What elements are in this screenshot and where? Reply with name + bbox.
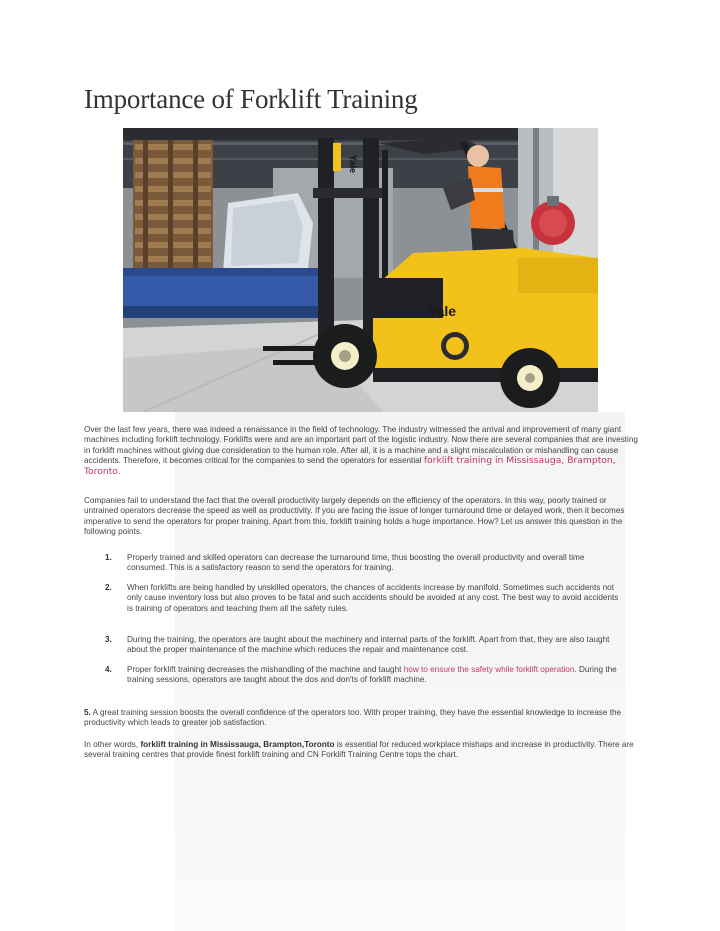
list-number: 4. [105,665,112,674]
safety-operation-link[interactable]: how to ensure the safety while forklift operation [403,665,575,674]
keyword-link-forklift-training[interactable]: forklift training in Mississauga, Brampton, Toronto [84,455,616,477]
list-number: 2. [105,583,112,592]
intro-paragraph [84,425,640,477]
list-number: 3. [105,635,112,644]
point-five-text: A great training session boosts the overall confidence of the operators too. With proper training, they have the essential knowledge to increase the productivity which leads to greater job satisfaction. [84,708,622,728]
point-five-paragraph [84,708,640,729]
list-text: Properly trained and skilled operators can decrease the turnaround time, thus boosting the overall productivity and overall time consumed. This is a satisfactory reason to send the operators for training. [127,553,585,573]
list-text-before: Proper forklift training decreases the mishandling of the machine and taught [127,665,402,674]
conclusion-after: is essential for reduced workplace mishaps and increase in productivity. There are several training centres that provide finest forklift training and CN Forklift Training Centre tops the chart. [84,740,634,760]
list-text [127,665,625,686]
list-text: During the training, the operators are taught about the machinery and internal parts of the forklift. Apart from that, they are also taught about the proper maintenance of the machine which reduces the repair and maintenance cost. [127,635,610,655]
point-five-number: 5. [84,708,91,717]
intro-text: Over the last few years, there was indeed a renaissance in the field of technology. The industry witnessed the arrival and improvement of many giant machines including forklift technology. Forklifts were and are an important part of the logistic industry. Now there are several companies that are investing in forklift machines without giving due consideration to the human role. After all, it is a machine and a slight miscalculation or mishandling can cause accidents. Therefore, it becomes critical for the companies to send the operators for essential [84,425,638,466]
body-brand-label: Yale [428,303,457,319]
mast-brand-label: Yale [348,155,358,174]
page-title: Importance of Forklift Training [84,84,418,114]
intro-period: . [117,465,121,477]
list-text: When forklifts are being handled by unskilled operators, the chances of accidents increase by manifold. Sometimes such accidents not only cause inventory loss but also proves to be fatal and such accidents should be avoided at any cost. The best way to avoid accidents is training of operators and teaching them all the safety rules. [127,583,619,613]
list-text-after: . During the training sessions, operators are taught about the dos and don'ts of forklift machine. [127,665,617,685]
list-number: 1. [105,553,112,562]
conclusion-before: In other words, [84,740,139,749]
hero-image-forklift [123,128,598,412]
productivity-paragraph: Companies fail to understand the fact that the overall productivity largely depends on the efficiency of the operators. In this way, poorly trained or untrained operators decrease the speed as well as productivity. If you are facing the issue of longer turnaround time or delayed work, then it becomes imperative to send the operators for proper training. Apart from this, forklift training holds a huge importance. How? Let us answer this question in the following points. [84,496,625,537]
conclusion-keyword: forklift training in Mississauga, Brampton,Toronto [140,740,335,749]
conclusion-paragraph [84,740,640,761]
